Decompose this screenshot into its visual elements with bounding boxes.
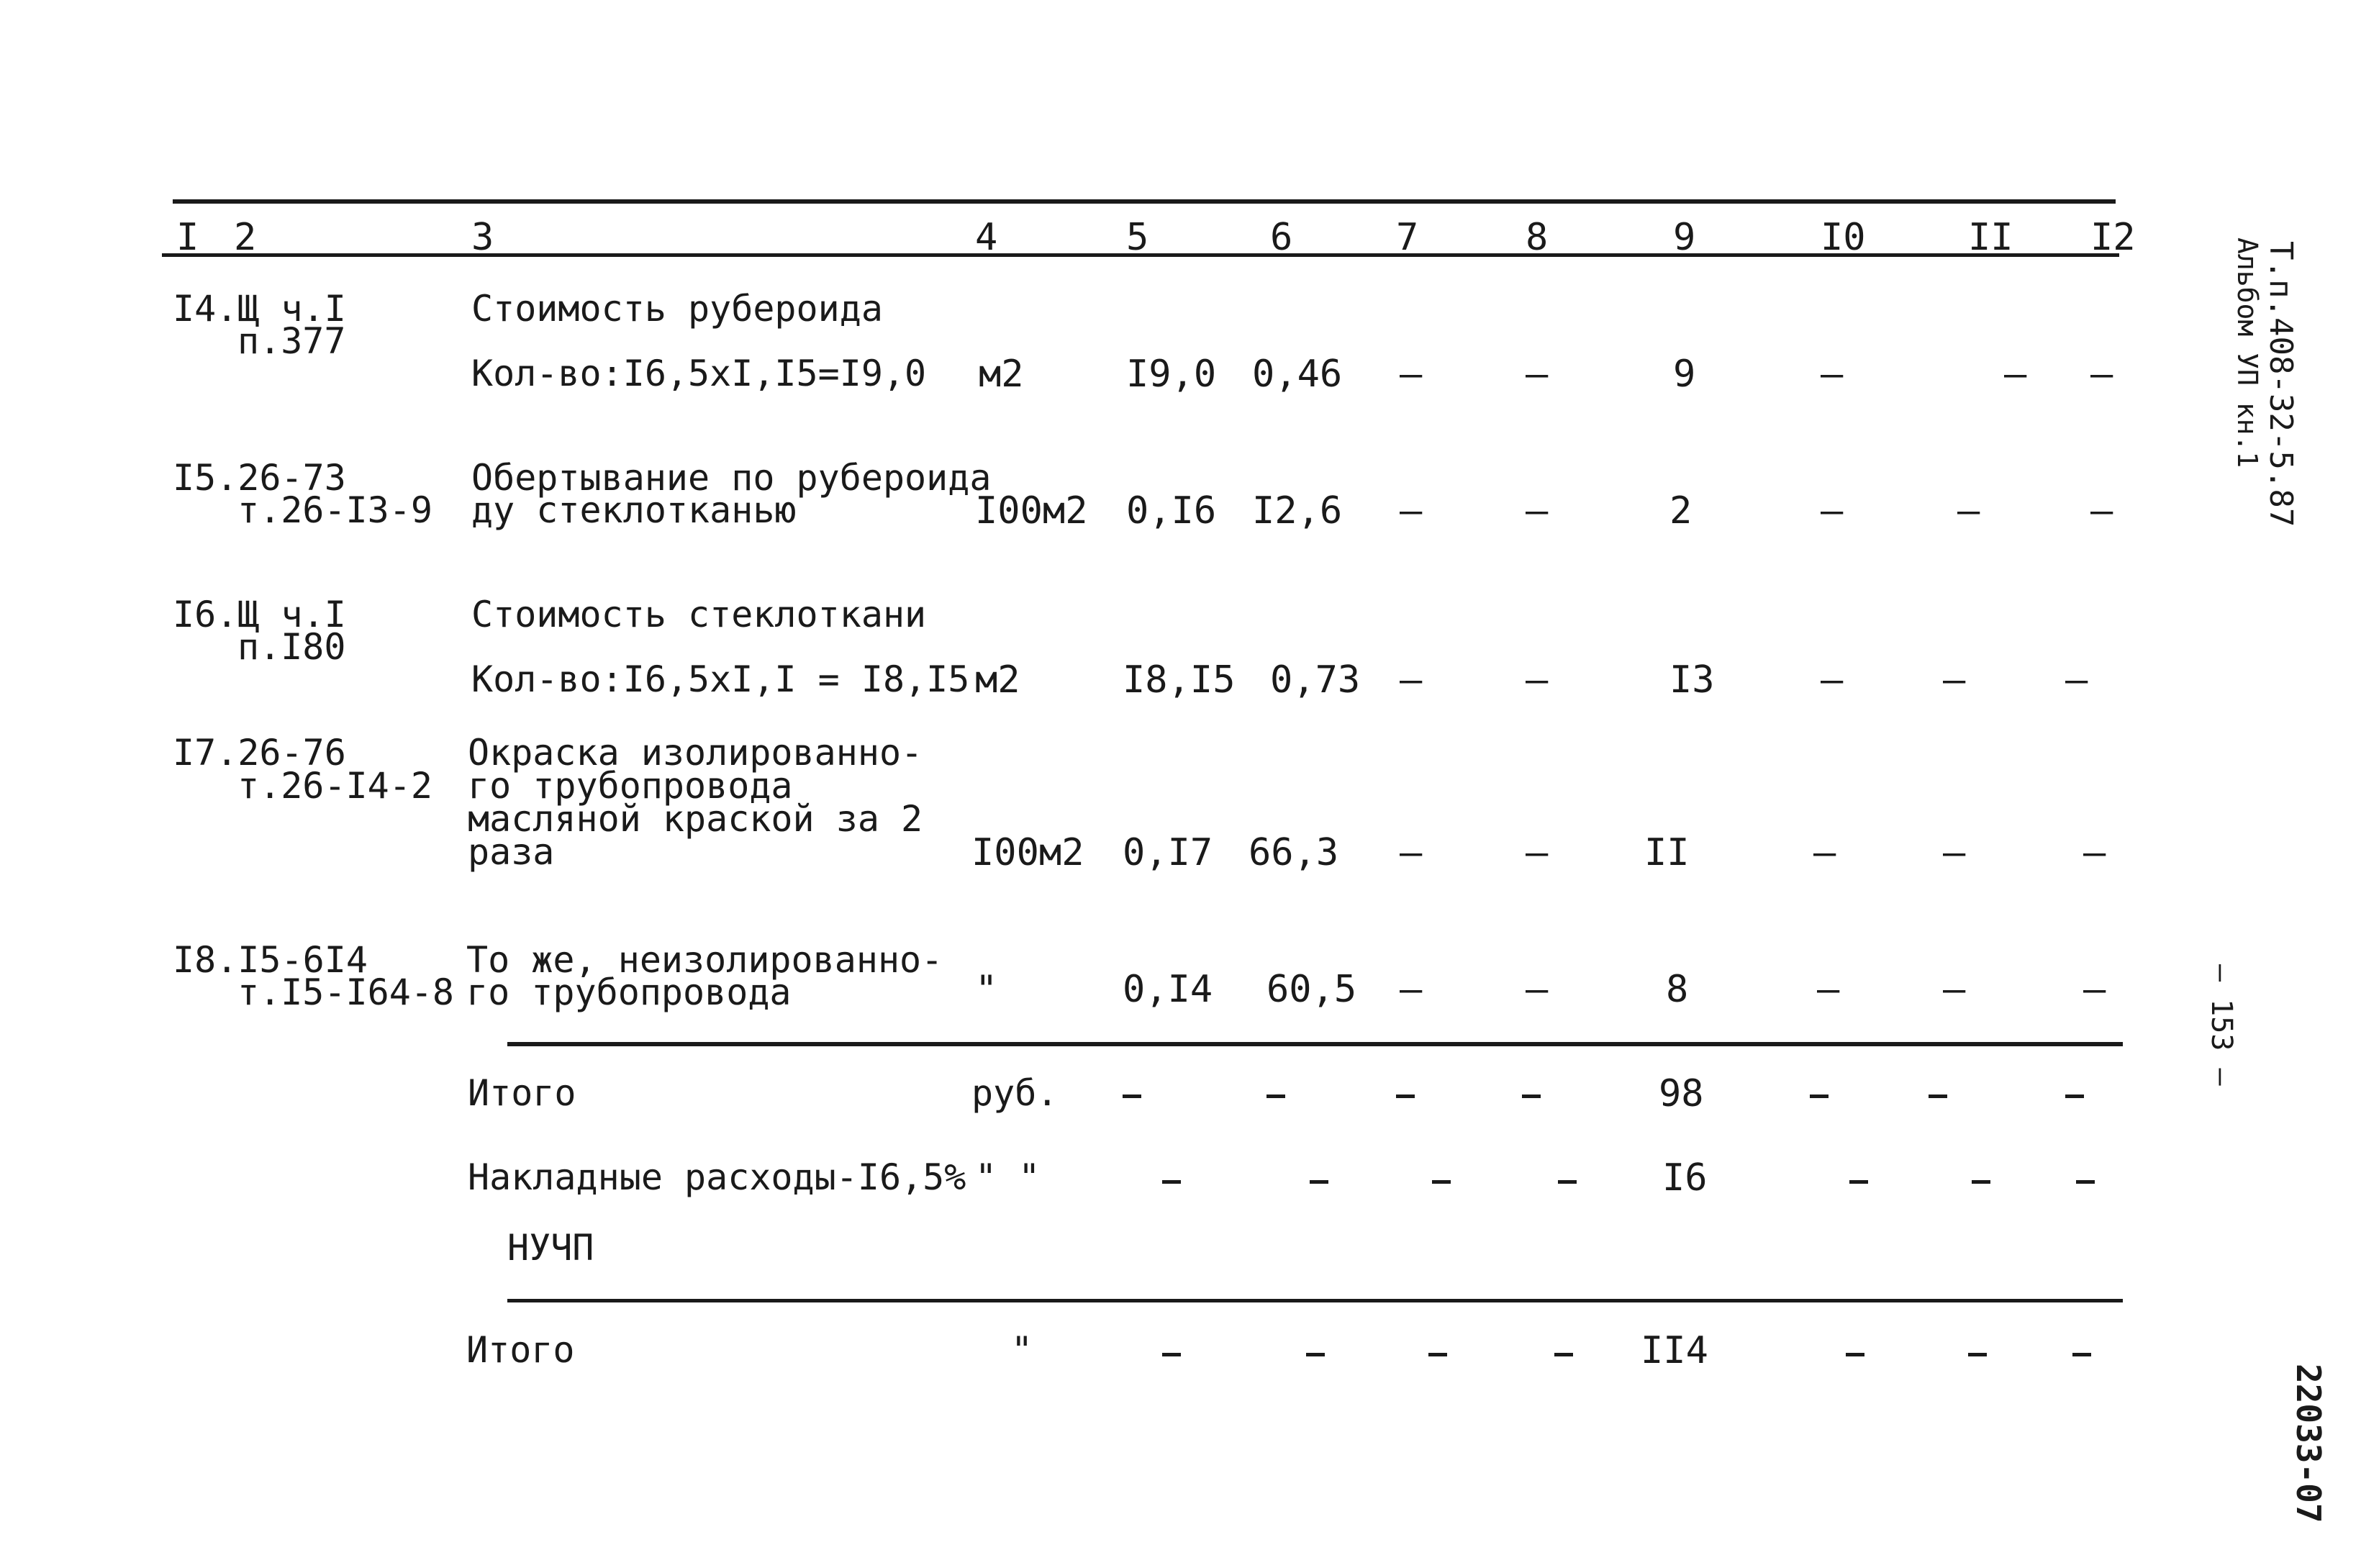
row-ref: I7.26-76 — [173, 732, 346, 774]
dash — [1968, 1353, 1987, 1356]
col-header-7: 7 — [1396, 216, 1419, 259]
row-col12: – — [2083, 968, 2106, 1011]
row-col7: – — [1400, 831, 1423, 874]
side-doc-code: Т.п.408-32-5.87 — [2262, 241, 2299, 527]
row-ref: I4.Щ ч.I — [173, 288, 346, 330]
col-header-2: 2 — [234, 216, 257, 259]
row-col7: – — [1400, 968, 1423, 1011]
row-total: 9 — [1673, 353, 1696, 396]
row-total: 2 — [1669, 489, 1693, 533]
row-desc: Стоимость рубероида — [471, 288, 883, 330]
row-col10: – — [1821, 658, 1844, 702]
row-col8: – — [1526, 968, 1549, 1011]
dash — [1929, 1095, 1947, 1098]
col-header-12: I2 — [2090, 216, 2136, 259]
dash — [1306, 1353, 1325, 1356]
row-desc: То же, неизолированно- — [466, 939, 943, 981]
row-col12: – — [2090, 353, 2113, 396]
row-col10: – — [1821, 353, 1844, 396]
row-desc-2: го трубопровода — [466, 971, 792, 1013]
dash — [1554, 1353, 1573, 1356]
row-desc-3: масляной краской за 2 — [468, 798, 923, 840]
row-desc-qty: Кол-во:I6,5xI,I = I8,I5 — [471, 658, 970, 700]
row-total: 8 — [1666, 968, 1689, 1011]
col-header-1: I — [176, 216, 199, 259]
row-col8: – — [1526, 489, 1549, 533]
row-col12: – — [2065, 658, 2088, 702]
summary-unit: " " — [975, 1156, 1041, 1198]
row-desc: Стоимость стеклоткани — [471, 594, 927, 635]
dash — [1428, 1353, 1447, 1356]
totals-rule — [507, 1042, 2123, 1046]
dash — [1522, 1095, 1541, 1098]
row-unit: м2 — [979, 353, 1024, 396]
row-col11: – — [2004, 353, 2027, 396]
row-col10: – — [1821, 489, 1844, 533]
col-header-3: 3 — [471, 216, 494, 259]
dash — [1846, 1353, 1864, 1356]
row-unit: I00м2 — [975, 489, 1088, 533]
dash — [1972, 1180, 1990, 1184]
row-col11: – — [1957, 489, 1980, 533]
col-header-4: 4 — [975, 216, 998, 259]
dash — [1432, 1180, 1451, 1184]
row-ref-sub: т.I5-I64-8 — [237, 971, 455, 1013]
row-col11: – — [1943, 658, 1966, 702]
row-col10: – — [1817, 968, 1840, 1011]
dash — [1310, 1180, 1328, 1184]
row-total: I3 — [1669, 658, 1715, 702]
col-header-11: II — [1968, 216, 2013, 259]
side-album: Альбом УП кн.1 — [2231, 237, 2263, 468]
row-qty: I9,0 — [1126, 353, 1217, 396]
row-qty: 0,I6 — [1126, 489, 1217, 533]
dash — [2065, 1095, 2084, 1098]
row-ref-sub: т.26-I4-2 — [237, 765, 432, 807]
summary-total: 98 — [1659, 1072, 1704, 1115]
row-total: II — [1644, 831, 1690, 874]
summary-label: Накладные расходы-I6,5% — [468, 1156, 966, 1198]
row-unit: м2 — [975, 658, 1020, 702]
row-col7: – — [1400, 489, 1423, 533]
row-price: I2,6 — [1252, 489, 1343, 533]
row-price: 0,73 — [1270, 658, 1361, 702]
row-desc: Обертывание по рубероида — [471, 457, 992, 499]
dash — [1162, 1180, 1181, 1184]
row-desc-2: ду стеклотканью — [471, 489, 797, 531]
row-unit: I00м2 — [971, 831, 1084, 874]
row-col12: – — [2090, 489, 2113, 533]
row-ref: I8.I5-6I4 — [173, 939, 368, 981]
table-top-rule — [173, 199, 2116, 204]
row-qty: 0,I7 — [1123, 831, 1213, 874]
row-desc-qty: Кол-во:I6,5xI,I5=I9,0 — [471, 353, 927, 394]
row-col11: – — [1943, 968, 1966, 1011]
row-col8: – — [1526, 831, 1549, 874]
row-price: 66,3 — [1249, 831, 1339, 874]
row-desc-4: раза — [468, 831, 555, 873]
col-header-6: 6 — [1270, 216, 1293, 259]
row-qty: I8,I5 — [1123, 658, 1236, 702]
dash — [1162, 1353, 1181, 1356]
side-inventory: 22033-07 — [2289, 1364, 2328, 1523]
dash — [2072, 1353, 2091, 1356]
row-col12: – — [2083, 831, 2106, 874]
summary-label: Итого — [466, 1329, 575, 1371]
dash — [1558, 1180, 1577, 1184]
row-price: 0,46 — [1252, 353, 1343, 396]
row-qty: 0,I4 — [1123, 968, 1213, 1011]
dash — [1123, 1095, 1141, 1098]
row-ref: I6.Щ ч.I — [173, 594, 346, 635]
col-header-10: I0 — [1821, 216, 1866, 259]
dash — [1396, 1095, 1415, 1098]
row-desc-2: го трубопровода — [468, 765, 793, 807]
row-col8: – — [1526, 658, 1549, 702]
dash — [2076, 1180, 2095, 1184]
dash — [1810, 1095, 1829, 1098]
col-header-9: 9 — [1673, 216, 1696, 259]
summary-total: II4 — [1641, 1329, 1708, 1372]
row-col7: – — [1400, 658, 1423, 702]
col-header-5: 5 — [1126, 216, 1149, 259]
row-col10: – — [1813, 831, 1836, 874]
row-col7: – — [1400, 353, 1423, 396]
summary-total: I6 — [1662, 1156, 1708, 1200]
side-page-mark: – 153 – — [2205, 964, 2238, 1086]
dash — [1266, 1095, 1285, 1098]
summary-label: Итого — [468, 1072, 576, 1114]
summary-sublabel: НУЧП — [507, 1227, 594, 1269]
row-unit: " — [975, 968, 998, 1011]
row-price: 60,5 — [1266, 968, 1357, 1011]
row-ref-sub: т.26-I3-9 — [237, 489, 432, 531]
row-col8: – — [1526, 353, 1549, 396]
summary-unit: руб. — [971, 1072, 1059, 1114]
row-col11: – — [1943, 831, 1966, 874]
row-ref-sub: п.I80 — [237, 626, 346, 668]
col-header-8: 8 — [1526, 216, 1549, 259]
row-desc: Окраска изолированно- — [468, 732, 923, 774]
row-ref-sub: п.377 — [237, 320, 346, 362]
summary-unit: " — [1011, 1329, 1033, 1371]
dash — [1849, 1180, 1868, 1184]
row-ref: I5.26-73 — [173, 457, 346, 499]
final-total-rule — [507, 1299, 2123, 1302]
